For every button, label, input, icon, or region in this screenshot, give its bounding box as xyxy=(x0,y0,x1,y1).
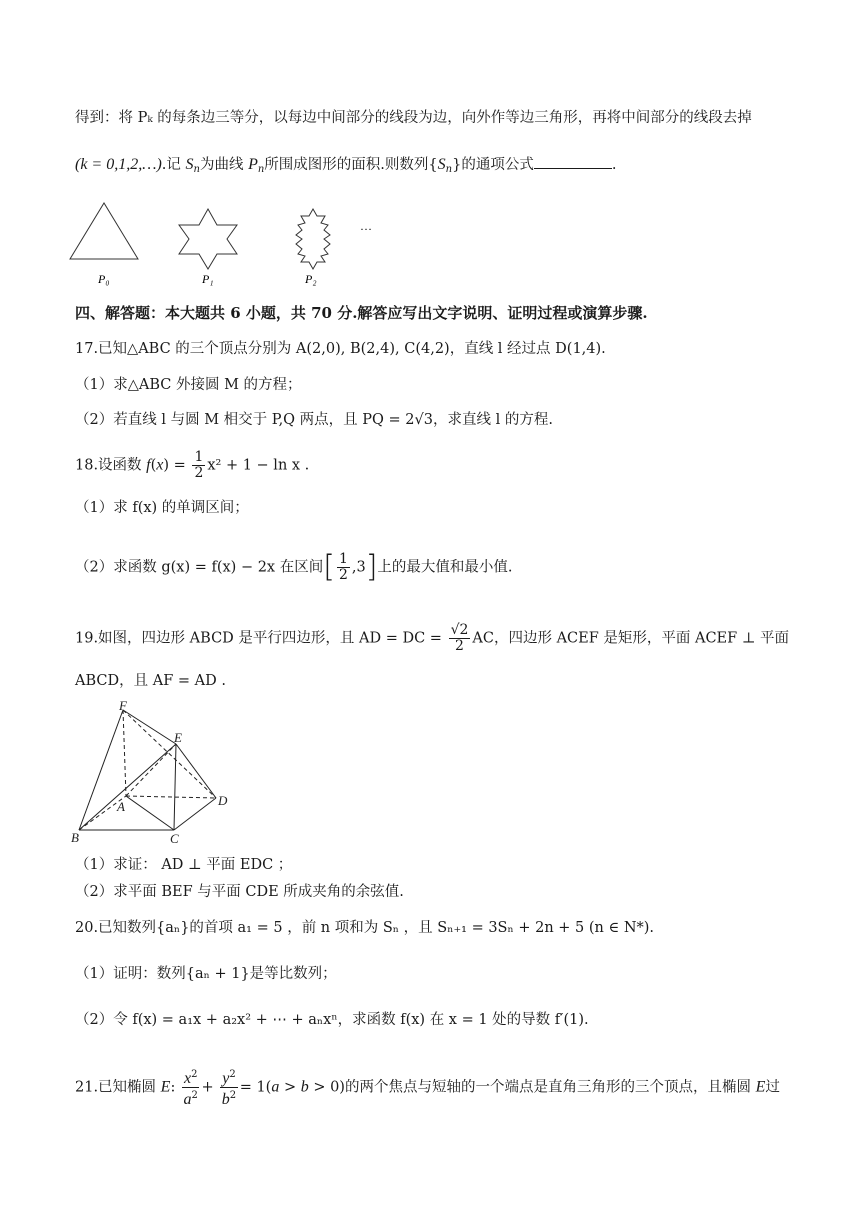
p1-hexagram xyxy=(179,209,237,269)
fraction-one-half: $\frac{1}{2}$ xyxy=(194,449,204,481)
q17-part1: （1）求△ABC 外接圆 M 的方程； xyxy=(75,377,302,393)
label-p0: P₀ xyxy=(98,272,110,286)
q20-part1: （1）证明：数列{aₙ + 1}是等比数列； xyxy=(75,966,337,982)
q19-part2: （2）求平面 BEF 与平面 CDE 所成夹角的余弦值. xyxy=(75,884,404,900)
q17-stem: 17.已知△ABC 的三个顶点分别为 A(2,0), B(2,4), C(4,2)，直线 l 经过点 D(1,4). xyxy=(75,341,606,357)
q18-part2: （2）求函数 g(x) = f(x) − 2x 在区间[ $\frac{1}{2}$ ,3]上的最大值和最小值. xyxy=(75,549,513,585)
answer-blank xyxy=(534,154,612,169)
k-range: (k = 0,1,2,…) xyxy=(75,156,162,173)
q21-stem: 21.已知椭圆 E: $\frac{x^2}{a^2}$ + $\frac{y^2}{b^2}$ = 1(a > b > 0)的两个焦点与短轴的一个端点是直角三角形的三个顶点，且椭圆 E过 xyxy=(75,1069,780,1108)
section-heading: 四、解答题：本大题共 6 小题，共 70 分.解答应写出文字说明、证明过程或演算步骤. xyxy=(75,304,648,322)
q19-stem-line1: 19.如图，四边形 ABCD 是平行四边形，且 AD = DC = $\frac{√2}{2}$ AC，四边形 ACEF 是矩形，平面 ACEF ⊥ 平面 xyxy=(75,622,790,654)
koch-snowflake-figure xyxy=(62,192,382,292)
label-p2: P₂ xyxy=(305,272,317,286)
q18-stem: 18.设函数 f(x) = $\frac{1}{2}$ x² + 1 − ln x . xyxy=(75,449,310,481)
point-A: A xyxy=(117,799,125,814)
label-p1: P₁ xyxy=(202,272,214,286)
point-D: D xyxy=(218,793,228,808)
q20-stem: 20.已知数列{aₙ}的首项 a₁ = 5 ，前 n 项和为 Sₙ ，且 Sₙ₊₁ = 3Sₙ + 2n + 5 (n ∈ N*). xyxy=(75,920,655,936)
point-B: B xyxy=(71,830,79,845)
point-E: E xyxy=(174,730,182,745)
q16-line1: 得到：将 Pₖ 的每条边三等分，以每边中间部分的线段为边，向外作等边三角形，再将中间部分的线段去掉 xyxy=(75,110,752,126)
q18-part1: （1）求 f(x) 的单调区间； xyxy=(75,500,249,516)
p0-triangle xyxy=(70,203,138,259)
point-F: F xyxy=(119,700,127,713)
q19-part1: （1）求证： AD ⊥ 平面 EDC ； xyxy=(75,857,293,873)
p2-snowflake xyxy=(296,209,330,269)
q19-stem-line2: ABCD，且 AF = AD . xyxy=(75,673,226,689)
fraction-sqrt2-over-2: $\frac{√2}{2}$ xyxy=(450,622,469,654)
ellipsis: … xyxy=(360,219,372,233)
q17-part2: （2）若直线 l 与圆 M 相交于 P,Q 两点，且 PQ = 2√3，求直线 l 的方程. xyxy=(75,412,553,428)
geometry-figure xyxy=(66,700,236,850)
point-C: C xyxy=(170,831,179,846)
q16-line2: (k = 0,1,2,…).记 $S_n$为曲线 $P_n$所围成图形的面积.则数列$\{S_n\}$的通项公式 . xyxy=(75,156,617,175)
q20-part2: （2）令 f(x) = a₁x + a₂x² + ⋯ + aₙxⁿ，求函数 f(x) 在 x = 1 处的导数 f′(1). xyxy=(75,1012,589,1028)
